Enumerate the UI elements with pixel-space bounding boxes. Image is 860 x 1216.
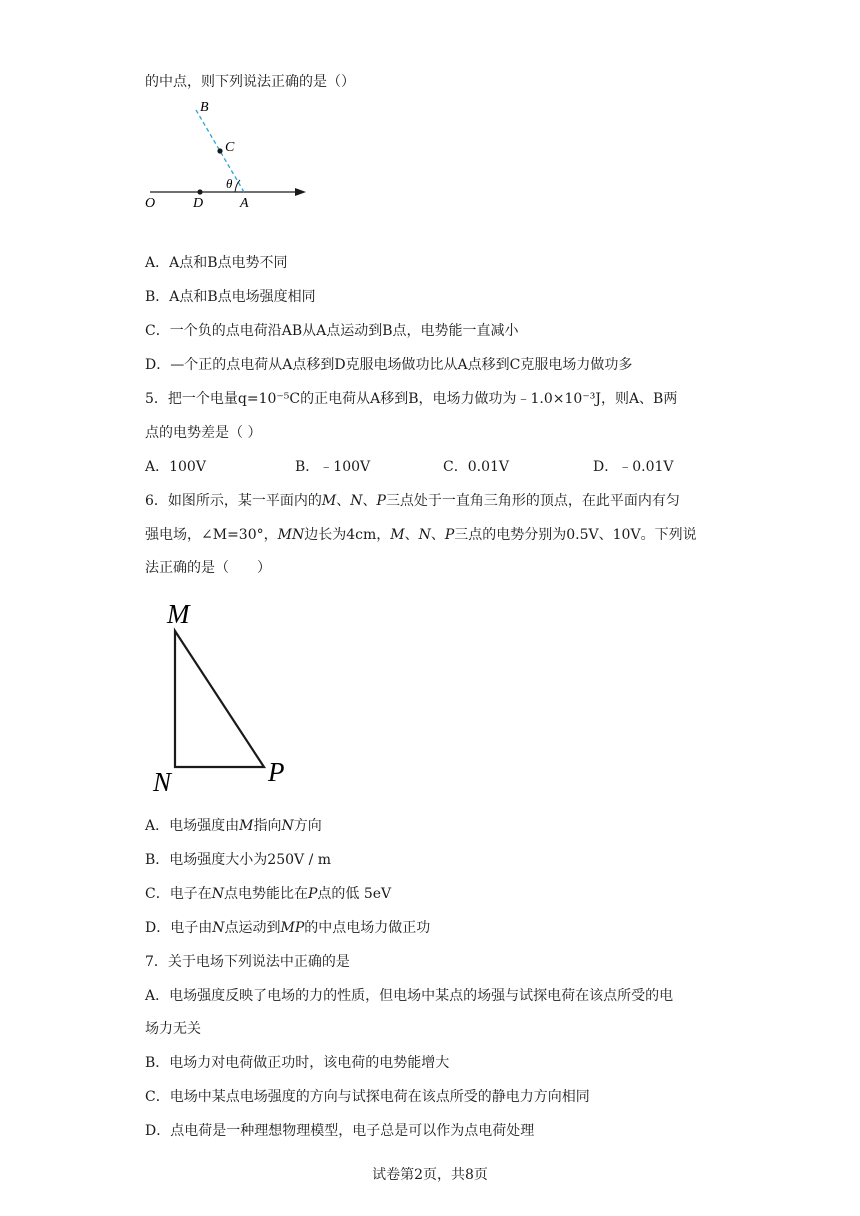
q6-triangle-figure <box>150 595 300 800</box>
q6-option-a: A．电场强度由M指向N方向 <box>145 818 322 834</box>
q4-figure <box>140 96 320 216</box>
q4-option-d: D．—个正的点电荷从A点移到D克服电场做功比从A点移到C克服电场力做功多 <box>145 357 633 373</box>
q7-option-c: C．电场中某点电场强度的方向与试探电荷在该点所受的静电力方向相同 <box>145 1089 590 1105</box>
q7-option-d: D．点电荷是一种理想物理模型，电子总是可以作为点电荷处理 <box>145 1123 535 1139</box>
triangle-mnp <box>175 631 264 767</box>
q7-option-a-line1: A．电场强度反映了电场的力的性质，但电场中某点的场强与试探电荷在该点所受的电 <box>145 988 674 1004</box>
q5-option-a: A．100V <box>145 459 206 475</box>
q5-option-b: B．﹣100V <box>295 459 371 475</box>
q4-option-c: C．一个负的点电荷沿AB从A点运动到B点，电势能一直减小 <box>145 323 519 339</box>
q4-option-b: B．A点和B点电场强度相同 <box>145 289 316 305</box>
q6-option-d: D．电子由N点运动到MP的中点电场力做正功 <box>145 920 431 936</box>
q7-option-a-line2: 场力无关 <box>145 1021 201 1037</box>
label-c: C <box>225 140 235 155</box>
point-c <box>217 148 222 153</box>
angle-arc <box>235 180 240 192</box>
point-d <box>197 189 202 194</box>
label-a: A <box>240 196 249 211</box>
label-p: P <box>268 757 285 787</box>
page-footer: 试卷第2页，共8页 <box>372 1167 488 1183</box>
q6-option-c: C．电子在N点电势能比在P点的低 5eV <box>145 886 392 902</box>
label-b: B <box>200 100 209 115</box>
q4-option-a: A．A点和B点电势不同 <box>145 255 288 271</box>
q5-option-d: D．﹣0.01V <box>593 459 674 475</box>
q4-stem-tail: 的中点，则下列说法正确的是（） <box>145 74 355 90</box>
q5-stem-line2: 点的电势差是（ ） <box>145 425 262 441</box>
q5-stem-line1: 5．把一个电量q=10⁻⁵C的正电荷从A移到B，电场力做功为﹣1.0×10⁻³J，则A、B两 <box>145 391 678 407</box>
q7-option-b: B．电场力对电荷做正功时，该电荷的电势能增大 <box>145 1055 450 1071</box>
q5-option-c: C．0.01V <box>443 459 509 475</box>
label-theta: θ <box>226 176 233 191</box>
label-n: N <box>153 767 172 797</box>
label-d: D <box>193 196 204 211</box>
q6-stem-line1: 6．如图所示，某一平面内的M、N、P三点处于一直角三角形的顶点，在此平面内有匀 <box>145 493 680 509</box>
q7-stem: 7．关于电场下列说法中正确的是 <box>145 954 350 970</box>
q6-stem-line2: 强电场，∠M=30°，MN边长为4cm，M、N、P三点的电势分别为0.5V、10V。下列说 <box>145 527 697 543</box>
label-o: O <box>145 196 156 211</box>
axis-arrow <box>295 188 306 196</box>
label-m: M <box>167 599 190 629</box>
q6-option-b: B．电场强度大小为250V / m <box>145 852 332 868</box>
q6-stem-line3: 法正确的是（ ） <box>145 560 271 576</box>
